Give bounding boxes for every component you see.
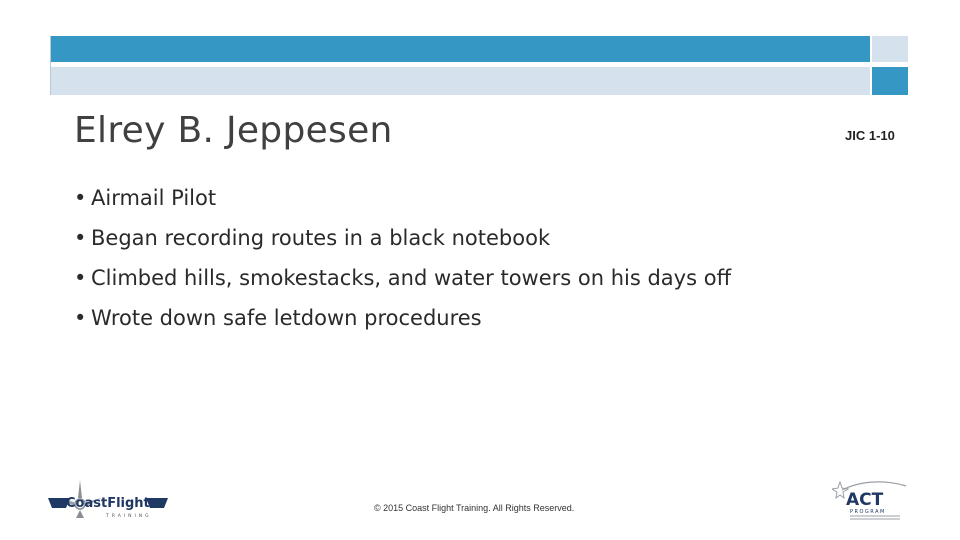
header-bar-primary-tab — [872, 36, 908, 62]
slide-id-label: JIC 1-10 — [845, 128, 895, 143]
header-bar-secondary — [50, 67, 870, 95]
logo-brand-text: ACT — [846, 490, 884, 510]
bullet-marker: • — [74, 266, 87, 290]
header-bar-secondary-tab — [872, 67, 908, 95]
bullet-list — [74, 178, 731, 338]
bullet-item — [74, 178, 731, 218]
logo-sub-text: PROGRAM — [850, 509, 886, 515]
coastflight-logo — [46, 476, 172, 520]
bullet-marker: • — [74, 306, 87, 330]
bullet-marker: • — [74, 226, 87, 250]
bullet-item — [74, 218, 731, 258]
bullet-text: Began recording routes in a black notebook — [91, 226, 551, 250]
bullet-item — [74, 298, 731, 338]
bullet-text: Airmail Pilot — [91, 186, 217, 210]
bullet-text: Wrote down safe letdown procedures — [91, 306, 482, 330]
bullet-item — [74, 258, 731, 298]
header-divider — [50, 36, 51, 95]
header-bar-primary — [50, 36, 870, 62]
act-program-logo — [832, 478, 912, 522]
bullet-marker: • — [74, 186, 87, 210]
slide-title: Elrey B. Jeppesen — [74, 110, 393, 151]
logo-sub-text: TRAINING — [106, 514, 152, 519]
bullet-text: Climbed hills, smokestacks, and water towers on his days off — [91, 266, 732, 290]
logo-brand-text: CoastFlight — [66, 496, 150, 511]
copyright-notice: © 2015 Coast Flight Training. All Rights Reserved. — [374, 503, 575, 513]
